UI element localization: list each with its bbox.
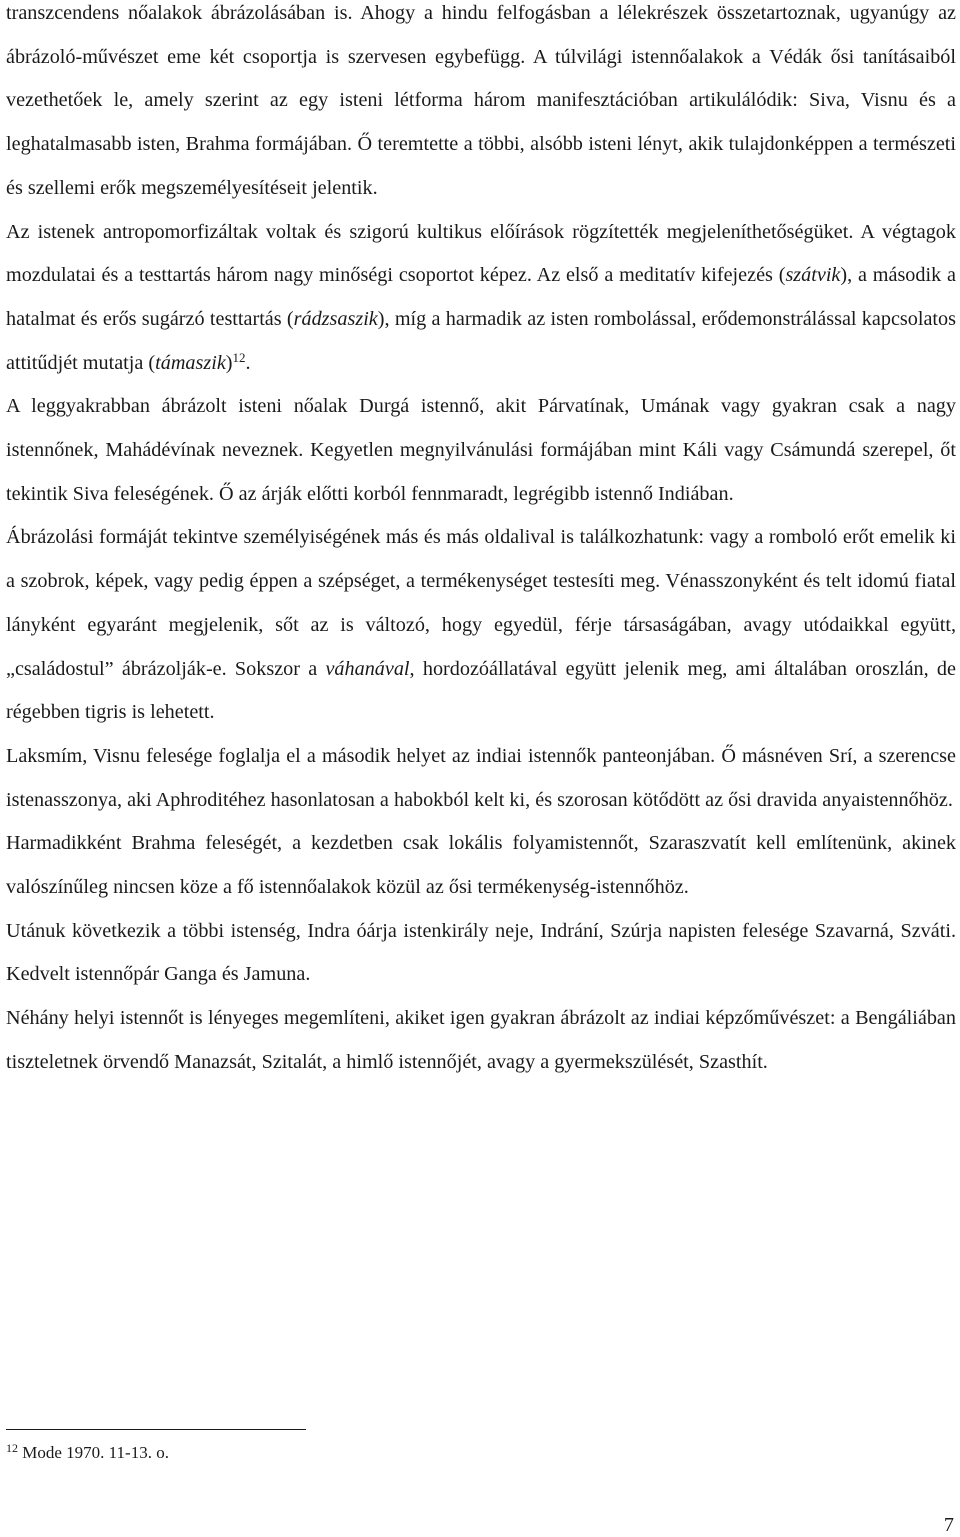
text-run: Ábrázolási formáját tekintve személyiségének más és más oldalival is találkozhatunk: vagy a romboló erőt emelik ki a szobrok, képek, vagy pedig éppen a szépséget, a termékenységet testesíti meg. Vénasszonyként és telt idomú fiatal lányként egyaránt megjelenik, sőt az is változó, hogy egyedül, férje társaságában, avagy utódaikkal együtt, „családostul” ábrázolják-e. Sokszor a [6, 526, 956, 680]
paragraph-6 [6, 822, 956, 909]
text-run: transzcendens nőalakok ábrázolásában is. Ahogy a hindu felfogásban a lélekrészek összetartoznak, ugyanúgy az ábrázoló-művészet eme két csoportja is szervesen egybefügg. A túlvilági istennőalakok a Védák ősi tanításaiból vezethetőek le, amely szerint az egy isteni létforma három manifesztációban artikulálódik: Siva, Visnu és a leghatalmasabb isten, Brahma formájában. Ő teremtette a többi, alsóbb isteni lényt, akik tulajdonképpen a természeti és szellemi erők megszemélyesítéseit jelentik. [6, 2, 956, 199]
italic-term: szátvik [785, 264, 841, 287]
page-number: 7 [943, 1514, 954, 1536]
text-run: ), míg a harmadik az isten rombolással, erődemonstrálással kapcsolatos attitűdjét mutatja ( [6, 307, 956, 374]
paragraph-5 [6, 735, 956, 822]
text-run: Laksmím, Visnu felesége foglalja el a második helyet az indiai istennők panteonjában. Ő másnéven Srí, a szerencse istenasszonya, aki Aphroditéhez hasonlatosan a habokból kelt ki, és szorosan kötődött az ősi dravida anyaistennőhöz. [6, 744, 956, 811]
italic-term: támaszik [155, 351, 226, 374]
text-run: Harmadikként Brahma feleségét, a kezdetben csak lokális folyamistennőt, Szaraszvatít kell említenünk, akinek valószínűleg nincsen köze a fő istennőalakok közül az ősi termékenység-istennőhöz. [6, 832, 956, 899]
footnote [6, 1441, 169, 1465]
footnote-text: Mode 1970. 11-13. o. [18, 1443, 169, 1462]
footnote-number: 12 [6, 1441, 18, 1455]
text-run: ) [225, 351, 233, 374]
text-run: ), a második a hatalmat és erős sugárzó testtartás ( [6, 264, 956, 330]
paragraph-1 [6, 0, 956, 211]
paragraph-2 [6, 211, 956, 386]
text-run: Néhány helyi istennőt is lényeges megemlíteni, akiket igen gyakran ábrázolt az indiai képzőművészet: a Bengáliában tiszteletnek örvendő Manazsát, Szitalát, a himlő istennőjét, avagy a gyermekszülését, Szasthít. [6, 1007, 956, 1073]
body-text [6, 0, 956, 1085]
footnote-reference[interactable]: 12 [232, 349, 246, 365]
text-run: Utánuk következik a többi istenség, Indra óárja istenkirály neje, Indrání, Szúrja napisten felesége Szavarná, Szváti. Kedvelt istennőpár Ganga és Jamuna. [6, 919, 956, 986]
text-run: Az istenek antropomorfizáltak voltak és szigorú kultikus előírások rögzítették megjeleníthetőségüket. A végtagok mozdulatai és a testtartás három nagy minőségi csoportot képez. Az első a meditatív kifejezés ( [6, 220, 956, 287]
paragraph-4 [6, 516, 956, 735]
footnote-divider [6, 1429, 306, 1430]
italic-term: váhanával [325, 657, 410, 680]
text-run: , hordozóállatával együtt jelenik meg, ami általában oroszlán, de régebben tigris is lehetett. [6, 657, 956, 724]
paragraph-8 [6, 997, 956, 1084]
italic-term: rádzsaszik [293, 307, 378, 330]
text-run: . [245, 351, 251, 374]
paragraph-7 [6, 910, 956, 997]
paragraph-3 [6, 385, 956, 516]
text-run: A leggyakrabban ábrázolt isteni nőalak Durgá istennő, akit Párvatínak, Umának vagy gyakran csak a nagy istennőnek, Mahádévínak neveznek. Kegyetlen megnyilvánulási formájában mint Káli vagy Csámundá szerepel, őt tekintik Siva feleségének. Ő az árják előtti korból fennmaradt, legrégibb istennő Indiában. [6, 395, 956, 505]
